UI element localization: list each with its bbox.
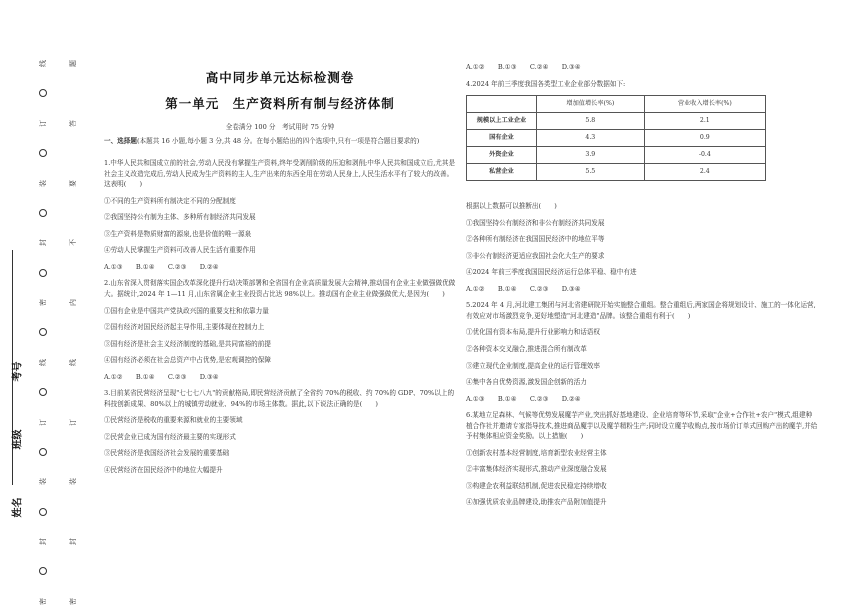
- binding-char: 装: [68, 478, 77, 486]
- statement: ①国有企业是中国共产党执政兴国的重要支柱和依靠力量: [104, 306, 269, 315]
- question-stem: 3.目前某省民营经济呈现"七七七八九"的贡献格局,即民营经济贡献了全省约 70%的税收、约 70%的 GDP、70%以上的科技创新成果、80%以上的城镇劳动就业、94%的市场主体数。据此,以下说法正确的是( ): [104, 389, 455, 408]
- statement: ④国有经济必须在社会总资产中占优势,是宏观调控的保障: [104, 356, 271, 365]
- statement: ②国有经济对国民经济起主导作用,主要体现在控制力上: [104, 323, 265, 332]
- answer-choices[interactable]: A.①③ B.①④ C.②③ D.②④: [104, 262, 219, 271]
- table-header: 营业收入增长率(%): [644, 96, 765, 113]
- answer-choices[interactable]: A.①② B.①③ C.②④ D.③④: [466, 63, 581, 71]
- binding-char: 密: [38, 299, 47, 306]
- statement: ③民营经济是我国经济社会发展的重要基础: [104, 449, 230, 458]
- exam-title: 高中同步单元达标检测卷: [205, 70, 355, 85]
- binding-char: 不: [68, 239, 77, 247]
- table-cell: 国有企业: [467, 130, 537, 147]
- binding-strip: [0, 0, 95, 608]
- statement: ④加强优质农业品牌建设,助推农产品附加值提升: [466, 498, 607, 507]
- binding-char: 订: [38, 119, 47, 127]
- table-header-row: [467, 96, 766, 113]
- binding-char: 题: [68, 60, 77, 67]
- statement: ④劳动人民掌握生产资料可改善人民生活有重要作用: [104, 246, 256, 255]
- table-cell: 规模以上工业企业: [467, 113, 537, 130]
- number-field-label: 考号: [12, 361, 24, 382]
- answer-choices[interactable]: A.①② B.①④ C.②③ D.③④: [466, 284, 581, 293]
- table-cell: 5.8: [537, 113, 645, 130]
- binding-circle: [39, 209, 47, 217]
- inner-binding-labels: [66, 60, 80, 605]
- right-column: [466, 62, 818, 514]
- table-cell: 3.9: [537, 147, 645, 164]
- table-header: 增加值增长率(%): [537, 96, 645, 113]
- binding-circle: [39, 269, 47, 277]
- statement: ③生产资料是物质财富的源泉,也是价值的唯一源泉: [104, 229, 252, 238]
- table-cell: -0.4: [644, 147, 765, 164]
- binding-char: 线: [68, 358, 77, 366]
- statement: ③构建企农利益联结机制,促进农民稳定持续增收: [466, 481, 607, 490]
- statement: ③非公有制经济更适应我国社会化大生产的要求: [466, 251, 605, 260]
- statement: ②我国坚持公有制为主体、多种所有制经济共同发展: [104, 213, 256, 222]
- binding-char: 要: [68, 179, 77, 187]
- question-stem: 6.某地立足森林、气候等优势发展魔芋产业,突出抓好基地建设、企业培育等环节,采取"企业+合作社+农户"模式,组建种植合作社并邀请专家指导技术,推进商品魔芋以及魔芋精粉生产;同时设立魔芋收购点,按市场价订单式回购产出的魔芋,并给予村集体相应资金奖励。以上措施( ): [466, 411, 818, 441]
- binding-char: 密: [68, 597, 77, 605]
- statement: ④民营经济在国民经济中的地位大幅提升: [104, 466, 223, 475]
- statement: ①不同的生产资料所有制决定不同的分配制度: [104, 196, 236, 205]
- statement: ②民营企业已成为国有经济最主要的实现形式: [104, 432, 236, 441]
- outer-binding-labels: [36, 60, 50, 605]
- statement: ①民营经济是税收的重要来源和就业的主要领域: [104, 416, 243, 425]
- data-table: [466, 95, 766, 181]
- class-field-label: 班级: [12, 429, 24, 450]
- spacer: [104, 146, 456, 158]
- statement: ②丰富集体经济实现形式,推动产业深度融合发展: [466, 465, 607, 474]
- binding-char: 装: [38, 478, 47, 486]
- question-5: [466, 300, 818, 404]
- table-header: [467, 96, 537, 113]
- question-stem: 1.中华人民共和国成立前的社会,劳动人民没有掌握生产资料,终年受剥削阶级的压迫和剥削;中华人民共和国成立后,尤其是社会主义改造完成后,劳动人民成为生产资料的主人,生产出来的东西全用在劳动人民身上,人民生活水平有了较大的改善。这表明( ): [104, 159, 456, 189]
- binding-char: 装: [38, 179, 47, 187]
- table-cell: 5.5: [537, 164, 645, 181]
- section-heading: [104, 136, 456, 147]
- binding-circle: [39, 89, 47, 97]
- question-4: [466, 79, 818, 295]
- answer-choices[interactable]: A.①③ B.①④ C.②③ D.②④: [466, 394, 581, 403]
- table-cell: 0.9: [644, 130, 765, 147]
- statement: ②各种资本交叉融合,推进混合所有制改革: [466, 345, 587, 354]
- table-row: [467, 113, 766, 130]
- table-cell: 私营企业: [467, 164, 537, 181]
- question-stem: 5.2024 年 4 月,河北建工集团与河北省建研院开始实施整合重组。整合重组后,两家国企将规划设计、施工的一体化运营,有效应对市场激烈竞争,更好地塑造"河北建造"品牌。该整合重组有利于( ): [466, 301, 816, 320]
- binding-circle: [39, 567, 47, 575]
- binding-char: 线: [38, 60, 47, 67]
- question-stem: 2.山东省深入贯彻落实国企改革深化提升行动决策部署和全省国有企业高质量发展大会精神,推动国有企业主业做强做优做大。据统计,2024 年 1—11 月,山东省属企业主业投资占比达 98%以上。推动国有企业主业做强做优大,是因为( ): [104, 279, 456, 299]
- statement: ④集中各自优势资源,激发国企创新的活力: [466, 378, 587, 387]
- binding-circle: [39, 448, 47, 456]
- binding-char: 答: [68, 119, 77, 127]
- binding-char: 订: [68, 418, 77, 426]
- statement: ②各种所有制经济在我国国民经济中的地位平等: [466, 235, 605, 244]
- section-desc: (本题共 16 小题,每小题 3 分,共 48 分。在每小题给出的四个选项中,只有一项是符合题目要求的): [136, 136, 420, 145]
- statement: ①创新农村基本经营制度,培育新型农业经营主体: [466, 448, 607, 457]
- question-2: [104, 278, 456, 382]
- binding-char: 密: [38, 597, 47, 605]
- binding-char: 内: [68, 299, 77, 307]
- name-field-label: 姓名: [12, 497, 24, 518]
- binding-char: 封: [68, 538, 77, 546]
- binding-char: 订: [38, 418, 47, 426]
- question-stem-continued: 根据以上数据可以推断出( ): [466, 202, 557, 211]
- unit-title: 第一单元 生产资料所有制与经济体制: [165, 96, 395, 111]
- binding-circle: [39, 149, 47, 157]
- table-cell: 2.4: [644, 164, 765, 181]
- binding-circle: [39, 508, 47, 516]
- statement: ③建立现代企业制度,提高企业的运行管理效率: [466, 361, 600, 370]
- table-row: [467, 147, 766, 164]
- binding-char: 线: [38, 358, 47, 366]
- question-3: [104, 388, 456, 475]
- question-1: [104, 158, 456, 272]
- question-6: [466, 410, 818, 508]
- table-row: [467, 130, 766, 147]
- question-stem: 4.2024 年前三季度我国各类型工业企业部分数据如下:: [466, 79, 626, 88]
- table-cell: 外资企业: [467, 147, 537, 164]
- section-label: 一、选择题: [104, 136, 137, 145]
- exam-meta: 全卷满分 100 分 考试用时 75 分钟: [225, 123, 335, 131]
- statement: ①优化国有资本布局,提升行业影响力和话语权: [466, 328, 600, 337]
- binding-circle: [39, 328, 47, 336]
- table-cell: 4.3: [537, 130, 645, 147]
- answer-choices[interactable]: A.①② B.①④ C.②③ D.③④: [104, 372, 219, 381]
- table-row: [467, 164, 766, 181]
- table-cell: 2.1: [644, 113, 765, 130]
- binding-char: 封: [38, 239, 47, 247]
- spacer: [466, 189, 818, 201]
- statement: ①我国坚持公有制经济和非公有制经济共同发展: [466, 218, 605, 227]
- statement: ④2024 年前三季度我国国民经济运行总体平稳、稳中有进: [466, 268, 637, 277]
- binding-char: 封: [38, 538, 47, 545]
- binding-circle: [39, 388, 47, 396]
- statement: ③国有经济是社会主义经济制度的基础,是共同富裕的前提: [104, 339, 271, 348]
- number-field-line[interactable]: [12, 250, 13, 345]
- left-column: [104, 62, 456, 482]
